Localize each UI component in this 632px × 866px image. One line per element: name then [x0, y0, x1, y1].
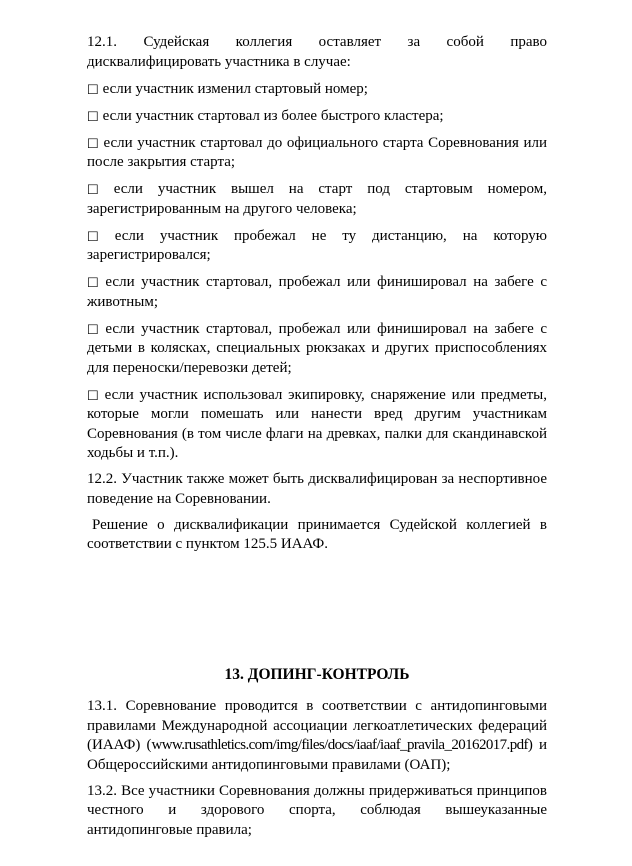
bullet-item: [87, 179, 547, 219]
iaaf-rules-url: www.rusathletics.com/img/files/docs/iaaf/iaaf_pravila_20162017.pdf: [151, 737, 528, 753]
bullet-text: если участник стартовал до официального старта Соревнования или после закрытия старта;: [87, 134, 548, 170]
paragraph-13-1-text-after: ) и Общероссийскими антидопинговыми правилами (ОАП);: [87, 737, 547, 773]
bullet-text: если участник пробежал не ту дистанцию, на которую зарегистрировался;: [87, 227, 548, 263]
bullet-text: если участник стартовал, пробежал или финишировал на забеге с животным;: [87, 274, 547, 310]
bullet-text: если участник изменил стартовый номер;: [102, 80, 368, 97]
paragraph-13-1: [87, 697, 547, 775]
square-bullet-icon: □: [87, 227, 99, 242]
bullet-item: [87, 272, 547, 312]
section-13-heading: 13. ДОПИНГ-КОНТРОЛЬ: [224, 666, 410, 683]
paragraph-13-1-text-before: 13.1. Соревнование проводится в соответствии с антидопинговыми правилами Международной ассоциации легкоатлетических федераций (ИААФ) (: [87, 698, 547, 753]
square-bullet-icon: □: [87, 320, 99, 335]
bullet-text: если участник стартовал из более быстрого кластера;: [102, 107, 444, 124]
bullet-text: если участник стартовал, пробежал или финишировал на забеге с детьми в колясках, специальных рюкзаках и других приспособлениях для переноски/перевозки детей;: [87, 320, 547, 376]
bullet-item: [87, 226, 547, 266]
bullet-text: если участник использовал экипировку, снаряжение или предметы, которые могли помешать или нанести вред другим участникам Соревнования (в том числе флаги на древках, палки для скандинавской ходьбы и т.п.).: [87, 386, 548, 461]
section-break: [87, 561, 547, 665]
bullet-item: [87, 385, 547, 464]
bullet-item: [87, 319, 547, 379]
square-bullet-icon: □: [87, 180, 99, 196]
bullet-text: если участник вышел на старт под стартовым номером, зарегистрированным на другого человека;: [87, 181, 547, 217]
bullet-item: [87, 106, 547, 127]
square-bullet-icon: □: [87, 80, 99, 95]
square-bullet-icon: □: [87, 273, 99, 289]
square-bullet-icon: □: [87, 134, 99, 149]
square-bullet-icon: □: [87, 386, 99, 401]
paragraph-13-2: 13.2. Все участники Соревнования должны придерживаться принципов честного и здорового спорта, соблюдая вышеуказанные антидопинговые правила;: [87, 782, 547, 838]
paragraph-12-2: 12.2. Участник также может быть дисквалифицирован за неспортивное поведение на Соревновании.: [87, 471, 547, 507]
paragraph-12-1: 12.1. Судейская коллегия оставляет за собой право дисквалифицировать участника в случае:: [87, 34, 547, 70]
bullet-item: [87, 79, 547, 100]
square-bullet-icon: □: [87, 107, 99, 122]
bullet-item: [87, 133, 547, 173]
paragraph-decision: Решение о дисквалификации принимается Судейской коллегией в соответствии с пунктом 125.5 ИААФ.: [87, 516, 547, 552]
